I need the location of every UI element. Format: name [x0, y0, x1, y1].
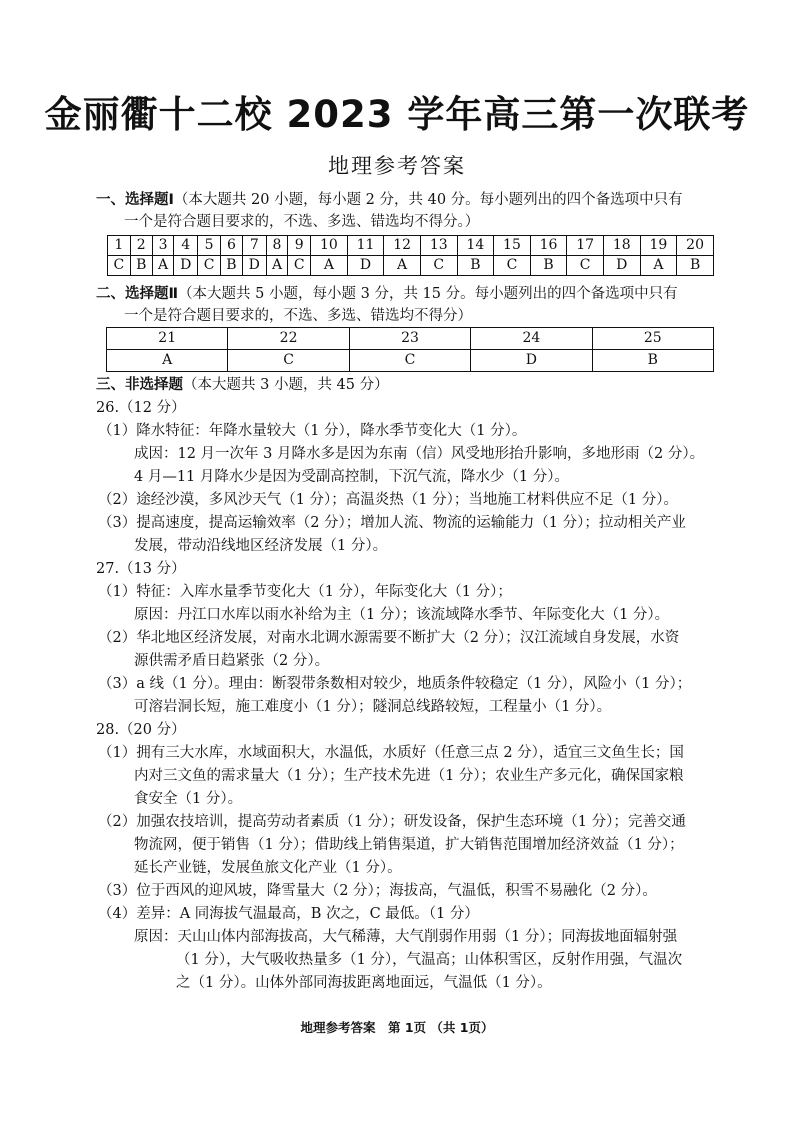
q27-part2: （2）华北地区经济发展，对南水北调水源需要不断扩大（2 分）；汉江流域自身发展，水资: [98, 630, 680, 646]
question-number-cell: 23: [349, 328, 470, 350]
q28-part3: （3）位于西风的迎风坡，降雪量大（2 分）；海拔高，气温低，积雪不易融化（2 分）。: [98, 883, 657, 899]
question-number-cell: 17: [567, 236, 604, 256]
table-row-numbers: [107, 328, 714, 350]
q26-part1-line2: 成因：12 月一次年 3 月降水多是因为东南（信）风受地形抬升影响，多地形雨（2 分）。: [134, 446, 705, 462]
answer-cell: D: [603, 256, 640, 276]
question-number-cell: 18: [603, 236, 640, 256]
question-number-cell: 14: [457, 236, 494, 256]
question-number-cell: 7: [242, 236, 266, 256]
q27-heading: 27.（13 分）: [96, 561, 186, 577]
question-number-cell: 24: [471, 328, 592, 350]
answer-cell: A: [384, 256, 421, 276]
section1-desc-line2: 一个是符合题目要求的，不选、多选、错选均不得分。）: [124, 214, 480, 230]
q27-part3-line2: 可溶岩洞长短，施工难度小（1 分）；隧洞总线路较短，工程量小（1 分）。: [134, 699, 612, 715]
answer-cell: A: [152, 256, 174, 276]
q26-heading: 26.（12 分）: [96, 400, 186, 416]
q26-part1: （1）降水特征：年降水量较大（1 分），降水季节变化大（1 分）。: [98, 423, 527, 439]
page-title: 金丽衢十二校 2023 学年高三第一次联考: [44, 93, 750, 136]
answer-cell: D: [471, 350, 592, 372]
answer-cell: B: [530, 256, 567, 276]
question-number-cell: 8: [266, 236, 288, 256]
answer-cell: D: [347, 256, 384, 276]
question-number-cell: 13: [420, 236, 457, 256]
q28-part2-line3: 延长产业链，发展鱼旅文化产业（1 分）。: [134, 860, 402, 876]
table-row-numbers: [108, 236, 714, 256]
answer-cell: C: [567, 256, 604, 276]
table-row-answers: [108, 256, 714, 276]
answer-cell: A: [107, 350, 228, 372]
question-number-cell: 16: [530, 236, 567, 256]
question-number-cell: 20: [677, 236, 714, 256]
q28-part2: （2）加强农技培训，提高劳动者素质（1 分）；研发设备，保护生态环境（1 分）；完善交通: [98, 814, 686, 830]
question-number-cell: 6: [220, 236, 242, 256]
question-number-cell: 19: [640, 236, 677, 256]
q28-heading: 28.（20 分）: [96, 722, 186, 738]
q27-part2-line2: 源供需矛盾日趋紧张（2 分）。: [134, 653, 330, 669]
q28-part4-line2: 原因：天山山体内部海拔高，大气稀薄，大气削弱作用弱（1 分）；同海拔地面辐射强: [134, 929, 678, 945]
answer-cell: A: [311, 256, 348, 276]
q27-part1-line2: 原因：丹江口水库以雨水补给为主（1 分）；该流域降水季节、年际变化大（1 分）。: [134, 607, 670, 623]
q26-part1-line3: 4 月—11 月降水少是因为受副高控制，下沉气流，降水少（1 分）。: [134, 469, 569, 485]
question-number-cell: 5: [198, 236, 221, 256]
answer-cell: B: [130, 256, 152, 276]
section1-answer-table: [107, 235, 714, 276]
question-number-cell: 22: [228, 328, 349, 350]
question-number-cell: 2: [130, 236, 152, 256]
question-number-cell: 10: [311, 236, 348, 256]
answer-cell: B: [457, 256, 494, 276]
q28-part2-line2: 物流网，便于销售（1 分）；借助线上销售渠道，扩大销售范围增加经济效益（1 分）；: [134, 837, 684, 853]
section1-heading: 一、选择题Ⅰ: [96, 192, 174, 208]
q27-part1: （1）特征：入库水量季节变化大（1 分），年际变化大（1 分）；: [98, 584, 512, 600]
answer-cell: B: [592, 350, 713, 372]
question-number-cell: 11: [347, 236, 384, 256]
section2-desc-line2: 一个是符合题目要求的，不选、多选、错选均不得分）: [124, 308, 472, 324]
q27-part3: （3）a 线（1 分）。理由：断裂带条数相对较少，地质条件较稳定（1 分），风险小（1 分）；: [98, 676, 692, 692]
q28-part4-line3: （1 分），大气吸收热量多（1 分），气温高；山体积雪区，反射作用强，气温次: [176, 952, 683, 968]
answer-cell: B: [677, 256, 714, 276]
page-footer: 地理参考答案 第 1页 （共 1页）: [300, 1020, 494, 1035]
section3-desc: （本大题共 3 小题，共 45 分）: [183, 377, 389, 393]
question-number-cell: 9: [288, 236, 311, 256]
answer-cell: C: [420, 256, 457, 276]
q28-part4: （4）差异：A 同海拔气温最高，B 次之，C 最低。（1 分）: [98, 906, 479, 922]
table-row-answers: [107, 350, 714, 372]
section2-answer-table: [106, 327, 714, 372]
section1-header: [96, 189, 683, 212]
question-number-cell: 4: [174, 236, 198, 256]
question-number-cell: 3: [152, 236, 174, 256]
section1-desc-line1: （本大题共 20 小题，每小题 2 分，共 40 分。每小题列出的四个备选项中只有: [173, 192, 683, 208]
question-number-cell: 1: [108, 236, 131, 256]
section2-header: [96, 283, 678, 306]
q26-part3: （3）提高速度，提高运输效率（2 分）；增加人流、物流的运输能力（1 分）；拉动相关产业: [98, 515, 686, 531]
question-number-cell: 15: [494, 236, 531, 256]
answer-cell: C: [198, 256, 221, 276]
section3-heading: 三、非选择题: [96, 377, 183, 393]
answer-cell: B: [220, 256, 242, 276]
q28-part1-line2: 内对三文鱼的需求量大（1 分）；生产技术先进（1 分）；农业生产多元化，确保国家粮: [134, 768, 684, 784]
q28-part4-line4: 之（1 分）。山体外部同海拔距离地面远，气温低（1 分）。: [176, 975, 552, 991]
q28-part1: （1）拥有三大水库，水域面积大，水温低，水质好（任意三点 2 分），适宜三文鱼生长；国: [98, 745, 684, 761]
answer-cell: C: [494, 256, 531, 276]
answer-cell: D: [174, 256, 198, 276]
q28-part1-line3: 食安全（1 分）。: [134, 791, 243, 807]
answer-cell: A: [640, 256, 677, 276]
answer-cell: C: [228, 350, 349, 372]
section3-header: [96, 374, 389, 397]
question-number-cell: 12: [384, 236, 421, 256]
section2-desc-line1: （本大题共 5 小题，每小题 3 分，共 15 分。每小题列出的四个备选项中只有: [178, 286, 678, 302]
answer-cell: C: [108, 256, 131, 276]
page-subtitle: 地理参考答案: [328, 154, 466, 178]
question-number-cell: 21: [107, 328, 228, 350]
section2-heading: 二、选择题Ⅱ: [96, 286, 179, 302]
answer-cell: A: [266, 256, 288, 276]
question-number-cell: 25: [592, 328, 713, 350]
answer-cell: C: [349, 350, 470, 372]
answer-cell: D: [242, 256, 266, 276]
answer-cell: C: [288, 256, 311, 276]
q26-part3-line2: 发展，带动沿线地区经济发展（1 分）。: [134, 538, 388, 554]
q26-part2: （2）途经沙漠，多风沙天气（1 分）；高温炎热（1 分）；当地施工材料供应不足（1 分）。: [98, 492, 678, 508]
